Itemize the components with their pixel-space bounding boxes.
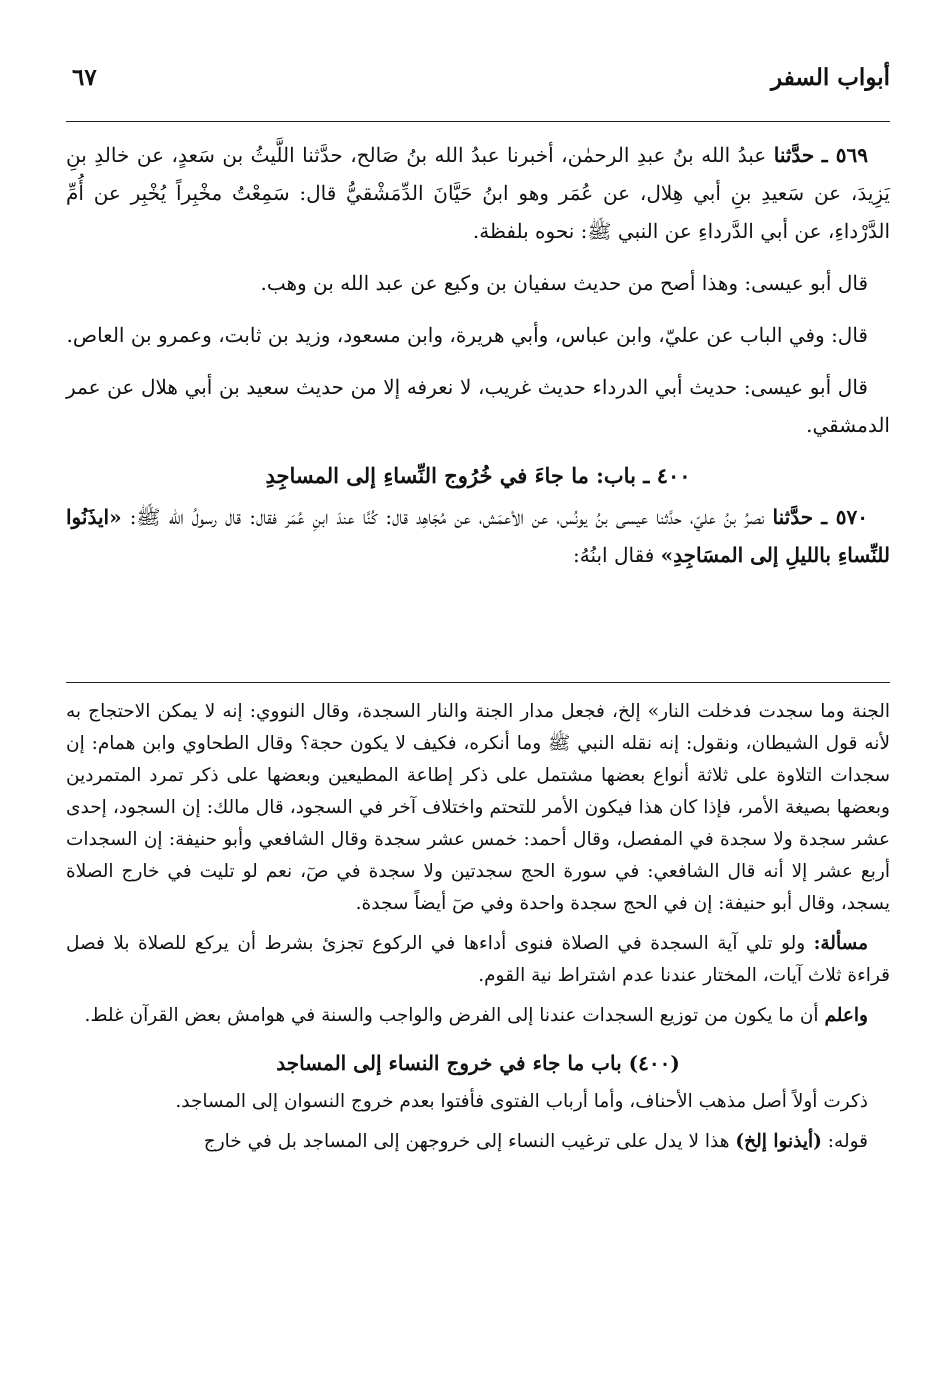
qawluh-label: (أيذنوا إلخ) (735, 1131, 822, 1152)
commentary-paragraph-ahnaf: ذكرت أولاً أصل مذهب الأحناف، وأما أرباب الفتوى فأفتوا بعدم خروج النسوان إلى المساجد. (175, 1091, 868, 1112)
hadith-570-text-end: فقال ابنُهُ: (572, 543, 661, 567)
hadith-570-lead: حدَّثنا (772, 505, 814, 529)
hadith-569-text: عبدُ الله بنُ عبدِ الرحمٰن، أخبرنا عبدُ الله بنُ صَالح، حدَّثنا اللَّيثُ بن سَعدٍ، عن خالدِ بنِ يَزِيدَ، عن سَعيدِ بنِ أبي هِلال، عن عُمَر وهو ابنُ حَيَّانَ الدِّمَشْقيُّ قال: سَمِعْتُ مخْبِراً يُخْبِر عن أُمِّ الدَّرْداءِ، عن أبي الدَّرداءِ عن النبي ﷺ: نحوه بلفظة. (66, 143, 890, 243)
paragraph-abu-isa-1: قال أبو عيسى: وهذا أصح من حديث سفيان بن وكيع عن عبد الله بن وهب. (260, 271, 868, 295)
masala-text: ولو تلي آية السجدة في الصلاة فنوى أداءها في الركوع تجزئ بشرط أن يركع للصلاة بلا فصل قراءة ثلاث آيات، المختار عندنا عدم اشتراط نية القوم. (66, 933, 890, 986)
running-header-title: أبواب السفر (771, 64, 890, 91)
commentary-paragraph-sajdat: الجنة وما سجدت فدخلت النار» إلخ، فجعل مدار الجنة والنار السجدة، وقال النووي: إنه لا يمكن الاحتجاج به لأنه قول الشيطان، ونقول: إنه نقله النبي ﷺ وما أنكره، فكيف لا يكون حجة؟ وقال الطحاوي وابن همام: إن سجدات التلاوة على ثلاثة أنواع بعضها مشتمل على ذكر إطاعة المطيعين وبعضها على ذكر تمرد المتمردين وبعضها بصيغة الأمر، فإذا كان هذا فيكون الأمر للتحتم واختلاف آخر في السجود، قال مالك: إن السجود، إحدى عشر سجدة ولا سجدة في المفصل، وقال أحمد: خمس عشر سجدة وقال الشافعي وأبو حنيفة: إن السجدات أربع عشر إلا أنه قال الشافعي: في سورة الحج سجدتين ولا سجدة في صٓ، نعم لو تليت في خارج الصلاة يسجد، وقال أبو حنيفة: إن في الحج سجدة واحدة وفي صٓ أيضاً سجدة. (66, 701, 890, 914)
hadith-570-number: ٥٧٠ ـ (821, 505, 869, 529)
commentary-section (66, 696, 890, 1166)
hadith-569-lead: حدَّثنا (773, 143, 815, 167)
qawluh-text: هذا لا يدل على ترغيب النساء إلى خروجهن إلى المساجد بل في خارج (203, 1131, 736, 1152)
hadith-570-quote: «ايذَنُوا للنِّساءِ بالليلِ إلى المسَاجِدِ» (66, 505, 890, 567)
hadith-570 (66, 498, 890, 574)
paragraph-fil-bab: قال: وفي الباب عن عليّ، وابن عباس، وأبي هريرة، وابن مسعود، وزيد بن ثابت، وعمرو بن العاص. (66, 323, 868, 347)
main-text (66, 136, 890, 588)
chapter-heading-400: ٤٠٠ ـ باب: ما جاءَ في خُرُوج النِّساءِ إلى المساجِدِ (265, 463, 691, 488)
hadith-569-number: ٥٦٩ ـ (821, 143, 869, 167)
commentary-qawluh (66, 1126, 890, 1158)
waalam-text: أن ما يكون من توزيع السجدات عندنا إلى الفرض والواجب والسنة في هوامش بعض القرآن غلط. (84, 1005, 825, 1026)
qawluh-prefix: قوله: (821, 1131, 868, 1152)
hadith-570-text: نصرُ بنُ عليّ، حدَّثنا عيسى بنُ يونُس، عن الأعمَش، عن مُجَاهِد قال: كُنَّا عندَ ابنِ عُمَر فقال: قال رسولُ الله ﷺ: (121, 505, 765, 529)
commentary-waalam (66, 1000, 890, 1032)
masala-label: مسألة: (813, 933, 868, 954)
commentary-chapter-heading: (٤٠٠) باب ما جاء في خروج النساء إلى المساجد (276, 1051, 680, 1075)
hadith-569 (66, 136, 890, 250)
footnote-separator (66, 682, 890, 683)
waalam-label: واعلم (824, 1005, 868, 1026)
commentary-masala (66, 928, 890, 992)
paragraph-abu-isa-2: قال أبو عيسى: حديث أبي الدرداء حديث غريب، لا نعرفه إلا من حديث سعيد بن أبي هلال عن عمر الدمشقي. (66, 375, 890, 437)
header-rule (66, 121, 890, 122)
page-number: ٦٧ (72, 64, 97, 91)
